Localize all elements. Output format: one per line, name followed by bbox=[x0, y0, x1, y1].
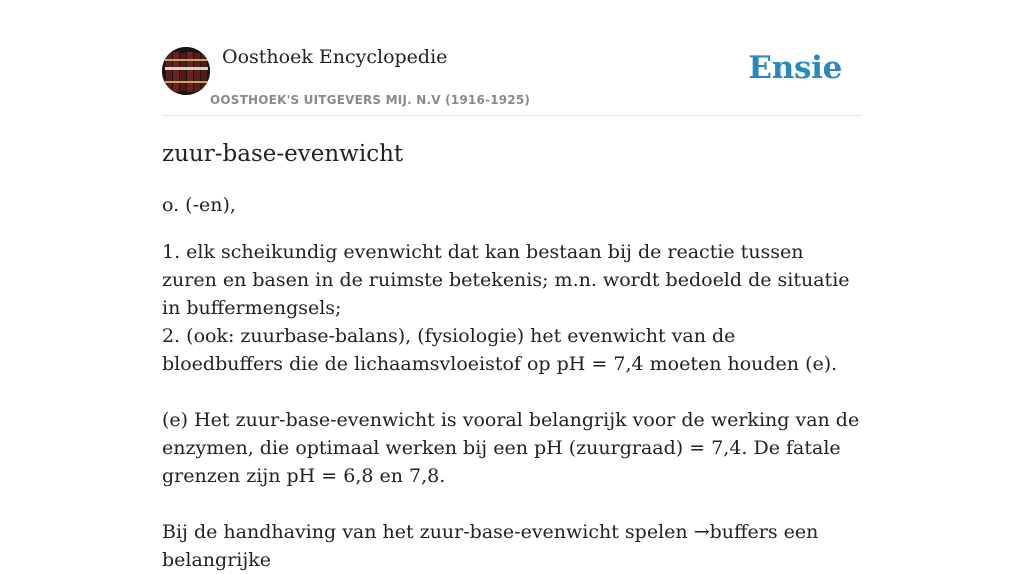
definition-1: 1. elk scheikundig evenwicht dat kan bestaan bij de reactie tussen zuren en basen in de ruimste betekenis; m.n. wordt bedoeld de situatie in buffermengsels; bbox=[162, 241, 850, 319]
entry-content bbox=[162, 138, 862, 574]
source-avatar[interactable] bbox=[162, 47, 210, 95]
paragraph-1: (e) Het zuur-base-evenwicht is vooral belangrijk voor de werking van de enzymen, die optimaal werken bij een pH (zuurgraad) = 7,4. De fatale grenzen zijn pH = 6,8 en 7,8. bbox=[162, 409, 860, 487]
entry-title: zuur-base-evenwicht bbox=[162, 141, 404, 167]
paragraph-2 bbox=[162, 518, 862, 574]
grammar-note: o. (-en), bbox=[162, 194, 236, 216]
header bbox=[162, 46, 862, 116]
source-name[interactable]: Oosthoek Encyclopedie bbox=[222, 46, 448, 68]
publisher-label: OOSTHOEK'S UITGEVERS MIJ. N.V (1916-1925) bbox=[210, 93, 531, 107]
paragraph-2-rest: een belangrijke bbox=[162, 521, 819, 571]
header-divider bbox=[162, 115, 862, 116]
definition-2: 2. (ook: zuurbase-balans), (fysiologie) het evenwicht van de bloedbuffers die de lichaamsvloeistof op pH = 7,4 moeten houden (e). bbox=[162, 325, 838, 375]
paragraph-2-text: Bij de handhaving van het zuur-base-evenwicht spelen bbox=[162, 521, 694, 543]
brand-logo[interactable]: Ensie bbox=[748, 50, 842, 86]
buffers-link[interactable]: →buffers bbox=[693, 521, 778, 543]
book-spines-icon bbox=[162, 47, 210, 95]
definitions bbox=[162, 238, 862, 378]
